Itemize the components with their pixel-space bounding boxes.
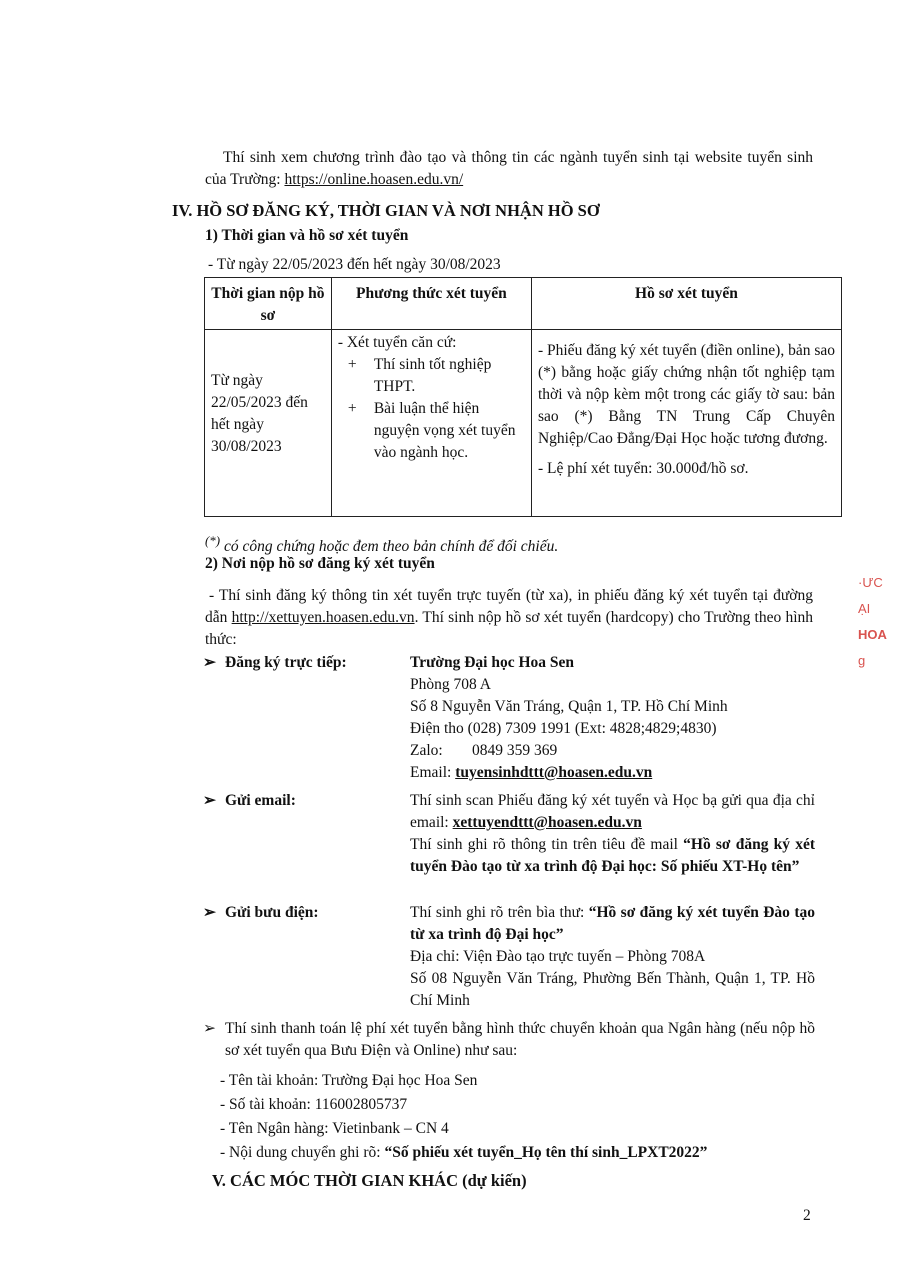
direct-details: [410, 652, 815, 784]
table-header-row: [205, 278, 842, 330]
stamp-text: ẠI: [858, 601, 871, 616]
section-4-title: IV. HỒ SƠ ĐĂNG KÝ, THỜI GIAN VÀ NƠI NHẬN HỒ SƠ: [172, 201, 600, 220]
payment-paragraph: [203, 1018, 815, 1062]
online-registration-paragraph: [205, 585, 813, 651]
email-subject: “Hồ sơ đăng ký xét tuyển Đào tạo từ xa trình độ Đại học: Số phiếu XT-Họ tên”: [410, 836, 815, 875]
email-method-line2: [410, 834, 815, 878]
page-number: 2: [803, 1207, 811, 1224]
cell-method: [331, 330, 531, 517]
post-method-label-text: Gửi bưu điện:: [225, 904, 319, 921]
email-subject-instruction: Thí sinh ghi rõ thông tin trên tiêu đề mail: [410, 836, 684, 853]
section-5-title: V. CÁC MÓC THỜI GIAN KHÁC (dự kiến): [212, 1171, 527, 1190]
post-method-details: [410, 902, 815, 1012]
table-row: [205, 330, 842, 517]
footnote-text: có công chứng hoặc đem theo bản chính để đối chiếu.: [220, 538, 559, 556]
zalo-line: [410, 740, 815, 762]
method-item: [338, 354, 525, 398]
post-instruction: Thí sinh ghi rõ trên bìa thư:: [410, 904, 589, 921]
post-method-label: [203, 902, 319, 924]
intro-paragraph: [205, 147, 813, 191]
account-name: - Tên tài khoản: Trường Đại học Hoa Sen: [220, 1072, 478, 1089]
arrow-icon: ➢: [203, 1020, 216, 1037]
documents-text: - Phiếu đăng ký xét tuyển (điền online), bản sao (*) bằng hoặc giấy chứng nhận tốt nghiệp tạm thời và nộp kèm một trong các giấy tờ sau: bản sao (*) Bằng TN Trung Cấp Chuyên Nghiệp/Cao Đẳng/Đại Học hoặc tương đương.: [537, 342, 835, 447]
arrow-icon: ➢: [203, 654, 216, 671]
cell-time: [205, 330, 332, 517]
cell-documents: [531, 330, 841, 517]
header-time: Thời gian nộp hồ sơ: [205, 278, 332, 330]
stamp-text: g: [858, 653, 866, 668]
header-documents: Hồ sơ xét tuyển: [531, 278, 841, 330]
admission-email-link[interactable]: tuyensinhdttt@hoasen.edu.vn: [455, 764, 653, 781]
direct-label-text: Đăng ký trực tiếp:: [225, 654, 347, 671]
fee-text: - Lệ phí xét tuyển: 30.000đ/hồ sơ.: [537, 460, 749, 477]
bank-name: - Tên Ngân hàng: Vietinbank – CN 4: [220, 1120, 449, 1137]
post-line1: [410, 902, 815, 946]
plus-mark: +: [347, 356, 357, 373]
header-method: Phương thức xét tuyển: [331, 278, 531, 330]
stamp-text: ·ƯC: [858, 575, 883, 590]
para2-text-a: - Thí sinh đăng ký thông tin xét tuyển trực tuyến (từ xa), in phiếu đăng ký xét tuyển tại đường dẫn: [205, 587, 813, 626]
stamp-text: HOA: [858, 627, 887, 642]
time-text: Từ ngày 22/05/2023 đến hết ngày 30/08/2023: [211, 372, 308, 455]
address: Số 8 Nguyễn Văn Tráng, Quận 1, TP. Hồ Chí Minh: [410, 698, 728, 715]
arrow-icon: ➢: [203, 904, 216, 921]
account-number: - Số tài khoản: 116002805737: [220, 1096, 408, 1113]
zalo-label: Zalo:: [410, 742, 443, 759]
online-website-link[interactable]: https://online.hoasen.edu.vn/: [284, 171, 464, 188]
arrow-icon: ➢: [203, 792, 216, 809]
transfer-content-label: - Nội dung chuyển ghi rõ:: [220, 1144, 385, 1161]
transfer-content: “Số phiếu xét tuyển_Họ tên thí sinh_LPXT2022”: [384, 1144, 708, 1161]
intro-text: Thí sinh xem chương trình đào tạo và thông tin các ngành tuyển sinh tại website tuyển sinh của Trường:: [205, 149, 813, 188]
email-line: [410, 762, 815, 784]
method-title: - Xét tuyển căn cứ:: [337, 334, 457, 351]
subsection-1-title: 1) Thời gian và hồ sơ xét tuyển: [205, 227, 409, 244]
red-stamp-fragment: [858, 570, 900, 740]
admission-table: [204, 277, 842, 517]
plus-mark: +: [347, 400, 357, 417]
email-method-line1: [410, 790, 815, 834]
post-address-1: Địa chỉ: Viện Đào tạo trực tuyến – Phòng 708A: [410, 948, 706, 965]
payment-bullet: [203, 1018, 815, 1062]
direct-label: [203, 652, 347, 674]
xettuyen-link[interactable]: http://xettuyen.hoasen.edu.vn: [231, 609, 415, 626]
post-address-2: Số 08 Nguyễn Văn Tráng, Phường Bến Thành, Quận 1, TP. Hồ Chí Minh: [410, 970, 815, 1009]
email-method-label-text: Gửi email:: [225, 792, 296, 809]
para2-text-b: . Thí sinh nộp hồ sơ xét tuyển (hardcopy) cho Trường theo hình thức:: [205, 609, 813, 648]
room: Phòng 708 A: [410, 676, 491, 693]
transfer-content-line: [220, 1142, 707, 1164]
zalo-number: 0849 359 369: [472, 742, 558, 759]
school-name: Trường Đại học Hoa Sen: [410, 654, 574, 671]
xettuyen-email-link[interactable]: xettuyendttt@hoasen.edu.vn: [452, 814, 642, 831]
method-item-text: Bài luận thể hiện nguyện vọng xét tuyển vào ngành học.: [373, 400, 516, 461]
method-item-text: Thí sinh tốt nghiệp THPT.: [373, 356, 492, 395]
email-method-details: [410, 790, 815, 878]
email-method-label: [203, 790, 296, 812]
subsection-2-title: 2) Nơi nộp hồ sơ đăng ký xét tuyển: [205, 555, 435, 572]
phone: Điện tho (028) 7309 1991 (Ext: 4828;4829;4830): [410, 720, 717, 737]
email-label: Email:: [410, 764, 456, 781]
method-item: [338, 398, 525, 464]
footnote-mark: (*): [205, 533, 221, 548]
post-subject: “Hồ sơ đăng ký xét tuyển Đào tạo từ xa trình độ Đại học”: [410, 904, 815, 943]
email-instruction: Thí sinh scan Phiếu đăng ký xét tuyển và Học bạ gửi qua địa chỉ email:: [410, 792, 815, 831]
payment-text: Thí sinh thanh toán lệ phí xét tuyển bằng hình thức chuyển khoản qua Ngân hàng (nếu nộp hồ sơ xét tuyển qua Bưu Điện và Online) như sau:: [225, 1020, 815, 1059]
date-range-line: - Từ ngày 22/05/2023 đến hết ngày 30/08/2023: [208, 256, 501, 273]
